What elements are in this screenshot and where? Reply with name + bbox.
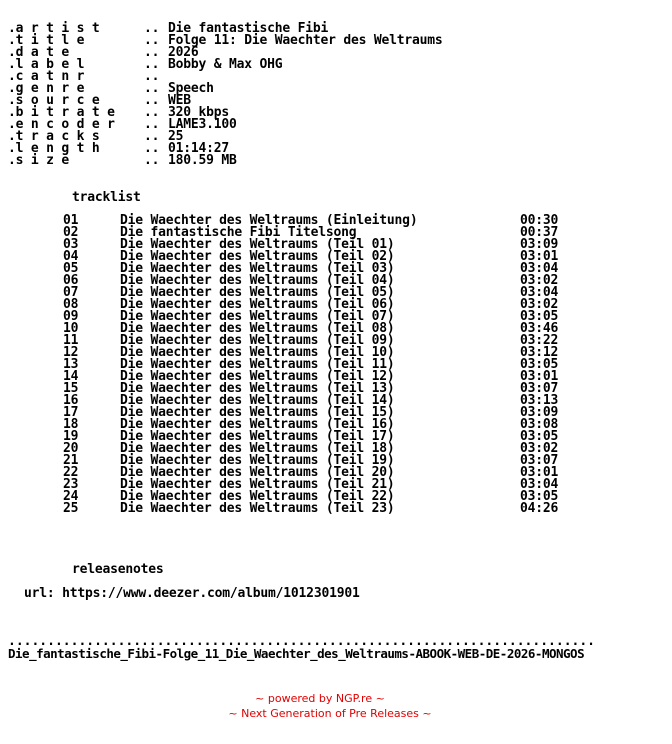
- track-number: 25: [63, 501, 79, 516]
- track-title: Die Waechter des Weltraums (Teil 10): [120, 345, 395, 360]
- track-duration: 03:01: [520, 369, 559, 384]
- track-title: Die Waechter des Weltraums (Teil 13): [120, 381, 395, 396]
- track-number: 17: [63, 405, 79, 420]
- track-number: 23: [63, 477, 79, 492]
- track-number: 03: [63, 237, 79, 252]
- track-number: 10: [63, 321, 79, 336]
- track-number: 18: [63, 417, 79, 432]
- track-duration: 03:09: [520, 405, 559, 420]
- track-title: Die Waechter des Weltraums (Teil 09): [120, 333, 395, 348]
- track-title: Die Waechter des Weltraums (Teil 19): [120, 453, 395, 468]
- track-title: Die Waechter des Weltraums (Teil 12): [120, 369, 395, 384]
- track-duration: 00:30: [520, 213, 559, 228]
- meta-value: 25: [168, 129, 184, 144]
- track-number: 12: [63, 345, 79, 360]
- track-number: 24: [63, 489, 79, 504]
- meta-key: .s i z e: [8, 153, 70, 168]
- track-duration: 03:05: [520, 429, 559, 444]
- track-duration: 03:05: [520, 309, 559, 324]
- meta-separator: ..: [144, 57, 160, 72]
- meta-separator: ..: [144, 45, 160, 60]
- track-title: Die Waechter des Weltraums (Teil 02): [120, 249, 395, 264]
- track-number: 20: [63, 441, 79, 456]
- meta-key: .d a t e: [8, 45, 70, 60]
- dotted-divider: ...........................................................................: [8, 634, 595, 649]
- meta-key: .t i t l e: [8, 33, 85, 48]
- track-title: Die Waechter des Weltraums (Einleitung): [120, 213, 418, 228]
- meta-key: .l e n g t h: [8, 141, 100, 156]
- meta-key: .e n c o d e r: [8, 117, 115, 132]
- track-number: 05: [63, 261, 79, 276]
- meta-value: Folge 11: Die Waechter des Weltraums: [168, 33, 443, 48]
- track-duration: 03:13: [520, 393, 559, 408]
- footer-powered-by: ~ powered by NGP.re ~: [255, 692, 385, 705]
- meta-separator: ..: [144, 129, 160, 144]
- meta-value: LAME3.100: [168, 117, 237, 132]
- meta-separator: ..: [144, 81, 160, 96]
- track-number: 01: [63, 213, 79, 228]
- meta-key: .t r a c k s: [8, 129, 100, 144]
- track-title: Die Waechter des Weltraums (Teil 14): [120, 393, 395, 408]
- meta-separator: ..: [144, 153, 160, 168]
- track-title: Die Waechter des Weltraums (Teil 21): [120, 477, 395, 492]
- track-duration: 03:07: [520, 381, 559, 396]
- track-duration: 03:22: [520, 333, 559, 348]
- track-duration: 03:09: [520, 237, 559, 252]
- track-title: Die Waechter des Weltraums (Teil 11): [120, 357, 395, 372]
- track-title: Die Waechter des Weltraums (Teil 08): [120, 321, 395, 336]
- track-title: Die Waechter des Weltraums (Teil 06): [120, 297, 395, 312]
- track-number: 08: [63, 297, 79, 312]
- track-title: Die Waechter des Weltraums (Teil 05): [120, 285, 395, 300]
- meta-key: .l a b e l: [8, 57, 85, 72]
- meta-value: 180.59 MB: [168, 153, 237, 168]
- track-number: 21: [63, 453, 79, 468]
- track-number: 09: [63, 309, 79, 324]
- release-name: Die_fantastische_Fibi-Folge_11_Die_Waechter_des_Weltraums-ABOOK-WEB-DE-2026-MONGOS: [8, 646, 585, 661]
- footer-tagline: ~ Next Generation of Pre Releases ~: [228, 707, 432, 720]
- meta-separator: ..: [144, 69, 160, 84]
- track-title: Die Waechter des Weltraums (Teil 03): [120, 261, 395, 276]
- release-metadata: [8, 23, 443, 167]
- track-number: 11: [63, 333, 79, 348]
- meta-separator: ..: [144, 141, 160, 156]
- meta-value: WEB: [168, 93, 191, 108]
- track-title: Die Waechter des Weltraums (Teil 01): [120, 237, 395, 252]
- track-title: Die Waechter des Weltraums (Teil 18): [120, 441, 395, 456]
- meta-row: [8, 35, 443, 47]
- track-title: Die Waechter des Weltraums (Teil 20): [120, 465, 395, 480]
- track-duration: 03:04: [520, 285, 559, 300]
- track-duration: 03:07: [520, 453, 559, 468]
- track-duration: 03:04: [520, 261, 559, 276]
- meta-key: .a r t i s t: [8, 21, 100, 36]
- track-number: 02: [63, 225, 79, 240]
- meta-separator: ..: [144, 93, 160, 108]
- track-number: 19: [63, 429, 79, 444]
- track-duration: 03:01: [520, 465, 559, 480]
- track-number: 13: [63, 357, 79, 372]
- track-duration: 03:01: [520, 249, 559, 264]
- track-title: Die fantastische Fibi Titelsong: [120, 225, 357, 240]
- track-duration: 04:26: [520, 501, 559, 516]
- meta-key: .b i t r a t e: [8, 105, 115, 120]
- track-number: 14: [63, 369, 79, 384]
- track-duration: 03:04: [520, 477, 559, 492]
- meta-value: Die fantastische Fibi: [168, 21, 329, 36]
- track-number: 04: [63, 249, 79, 264]
- track-number: 16: [63, 393, 79, 408]
- meta-value: 2026: [168, 45, 199, 60]
- meta-separator: ..: [144, 21, 160, 36]
- track-title: Die Waechter des Weltraums (Teil 15): [120, 405, 395, 420]
- meta-value: Bobby & Max OHG: [168, 57, 283, 72]
- meta-row: [8, 155, 443, 167]
- meta-key: .s o u r c e: [8, 93, 100, 108]
- meta-value: Speech: [168, 81, 214, 96]
- releasenotes-heading: releasenotes: [72, 562, 164, 577]
- meta-separator: ..: [144, 33, 160, 48]
- track-number: 15: [63, 381, 79, 396]
- release-url: url: https://www.deezer.com/album/1012301901: [24, 586, 360, 601]
- track-title: Die Waechter des Weltraums (Teil 17): [120, 429, 395, 444]
- meta-value: 01:14:27: [168, 141, 230, 156]
- meta-value: 320 kbps: [168, 105, 230, 120]
- track-duration: 03:08: [520, 417, 559, 432]
- meta-separator: ..: [144, 117, 160, 132]
- track-title: Die Waechter des Weltraums (Teil 04): [120, 273, 395, 288]
- track-title: Die Waechter des Weltraums (Teil 23): [120, 501, 395, 516]
- tracklist-heading: tracklist: [72, 190, 141, 205]
- track-title: Die Waechter des Weltraums (Teil 16): [120, 417, 395, 432]
- meta-key: .g e n r e: [8, 81, 85, 96]
- meta-key: .c a t n r: [8, 69, 85, 84]
- track-duration: 03:05: [520, 489, 559, 504]
- track-duration: 03:12: [520, 345, 559, 360]
- track-duration: 03:02: [520, 441, 559, 456]
- track-duration: 03:02: [520, 273, 559, 288]
- track-number: 06: [63, 273, 79, 288]
- track-number: 07: [63, 285, 79, 300]
- track-title: Die Waechter des Weltraums (Teil 07): [120, 309, 395, 324]
- track-duration: 03:02: [520, 297, 559, 312]
- track-duration: 00:37: [520, 225, 559, 240]
- track-title: Die Waechter des Weltraums (Teil 22): [120, 489, 395, 504]
- track-number: 22: [63, 465, 79, 480]
- track-duration: 03:46: [520, 321, 559, 336]
- meta-separator: ..: [144, 105, 160, 120]
- track-duration: 03:05: [520, 357, 559, 372]
